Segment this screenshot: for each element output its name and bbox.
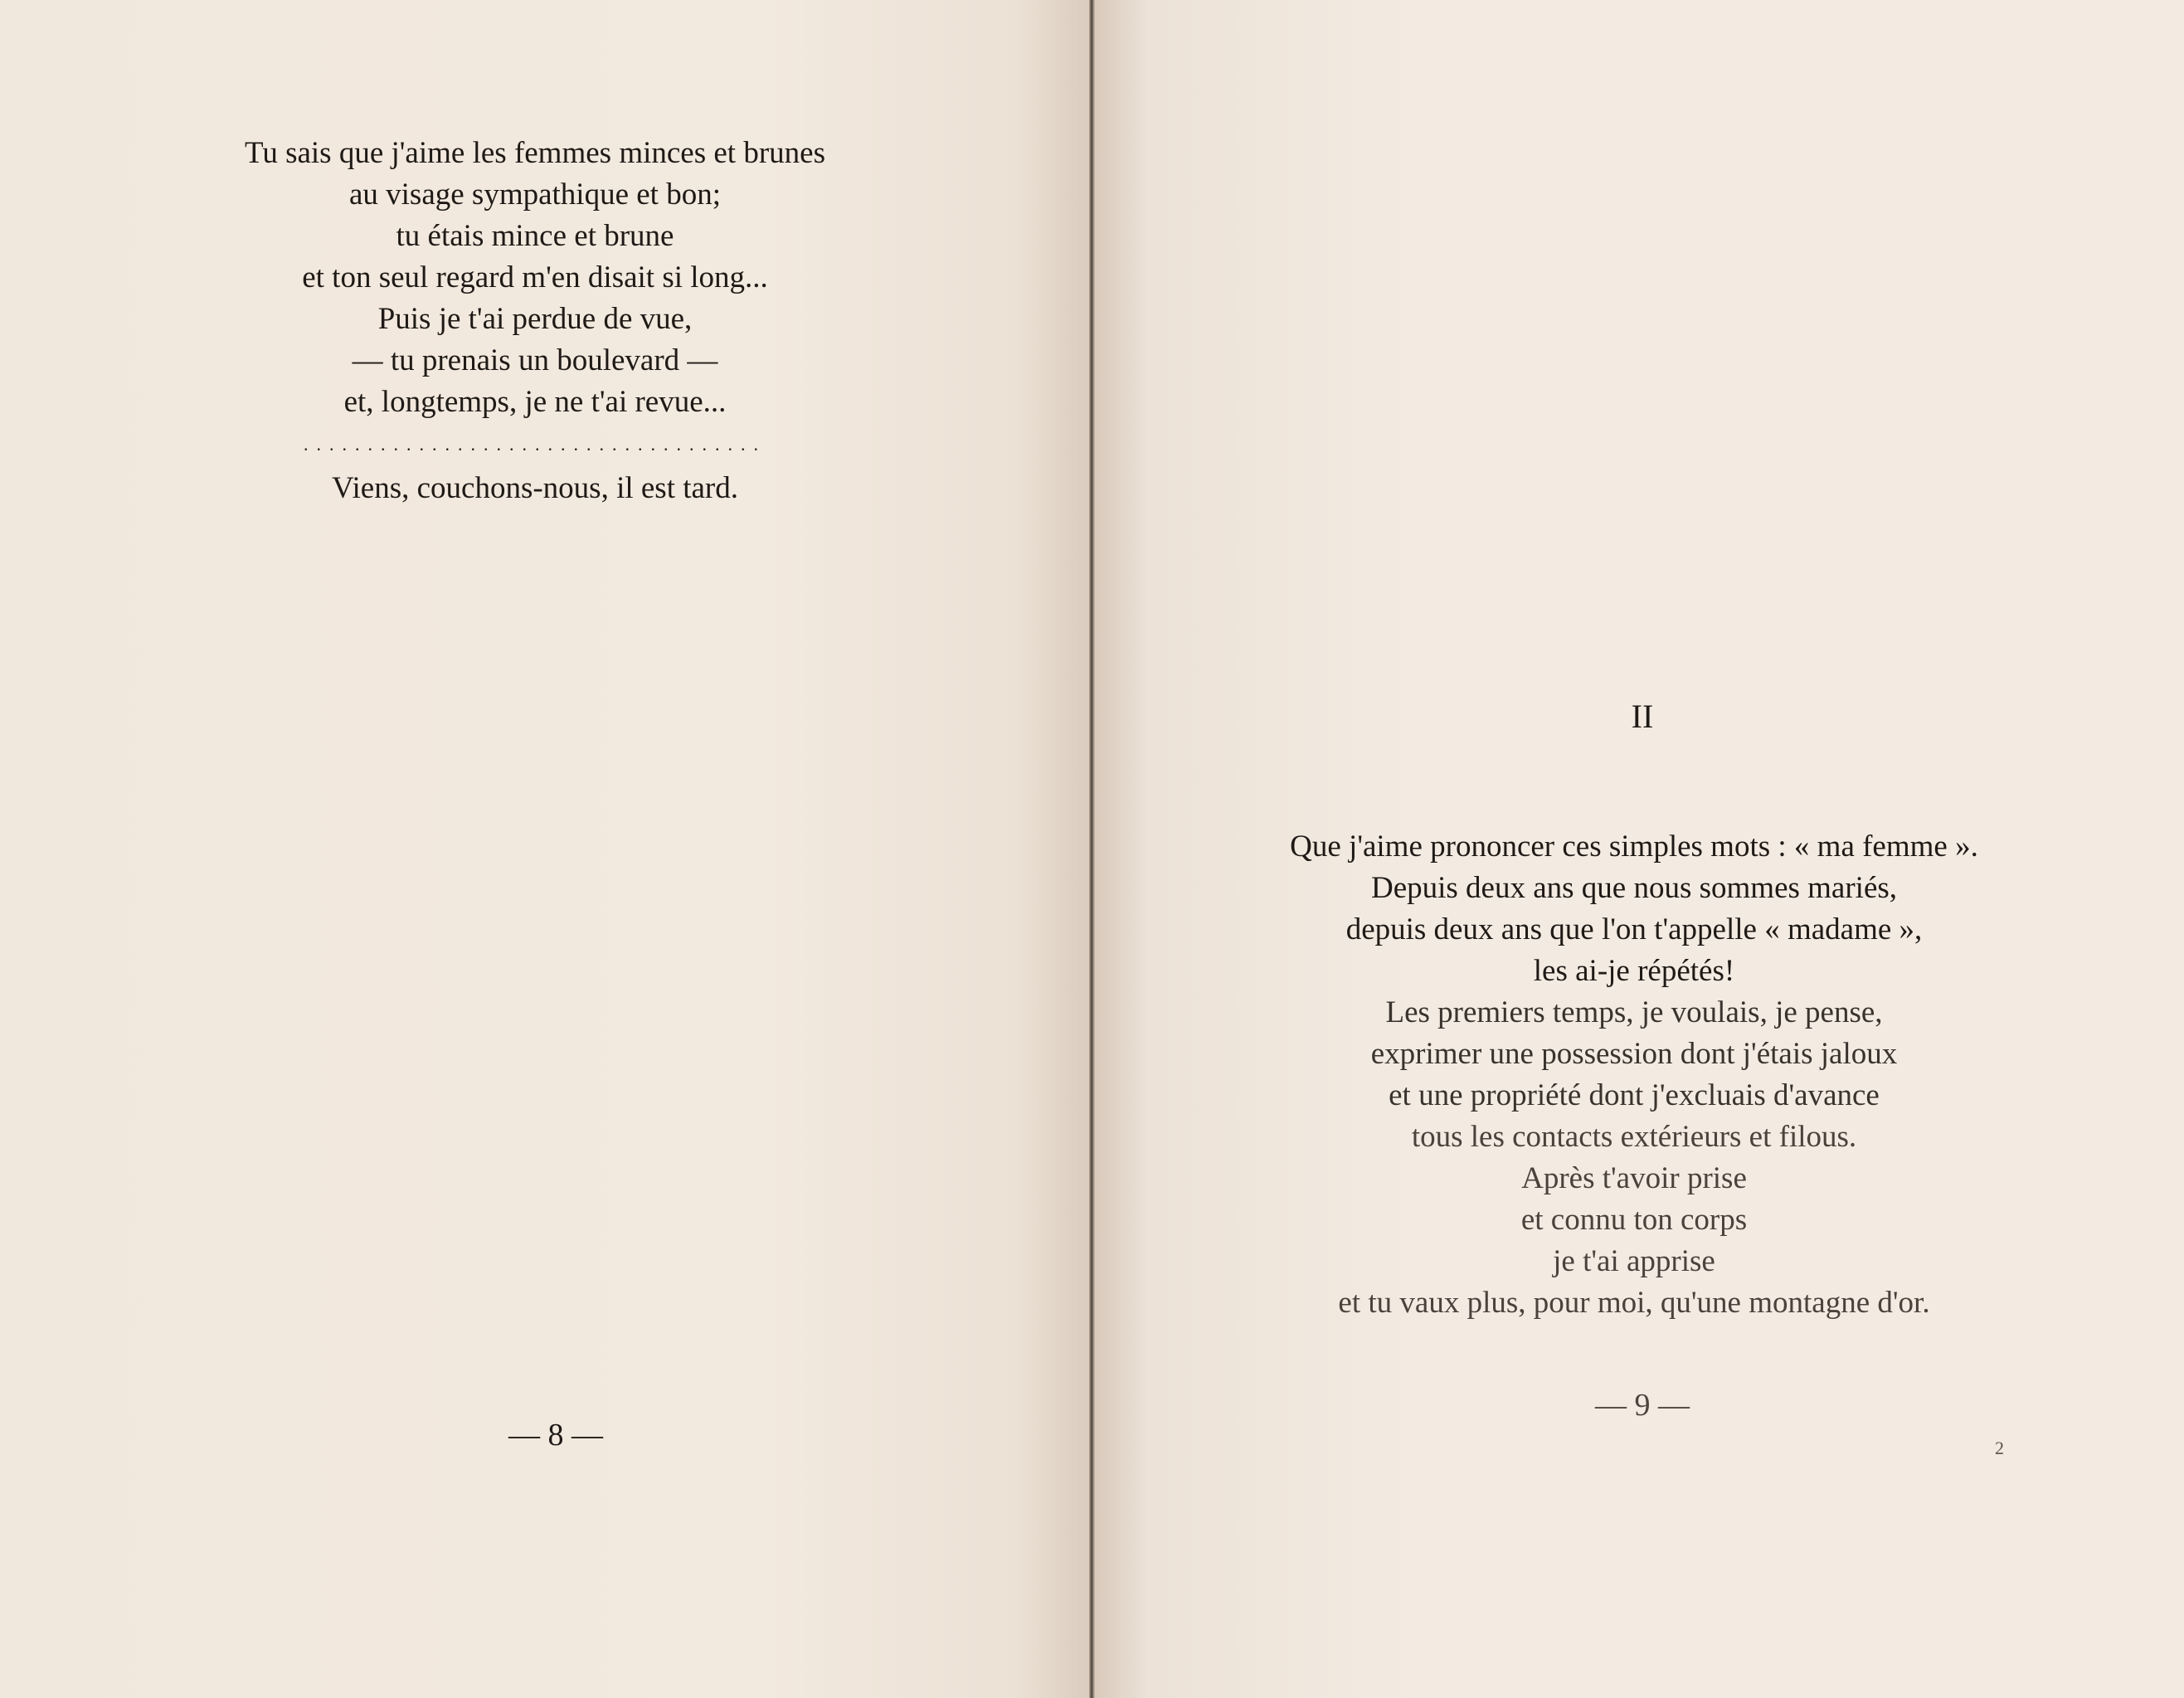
right-poem <box>1211 826 2057 1324</box>
poem-line: Puis je t'ai perdue de vue, <box>377 302 693 336</box>
closing-line: Viens, couchons-nous, il est tard. <box>332 471 738 505</box>
page-number-left: — 8 — <box>508 1418 603 1452</box>
page-number-right: — 9 — <box>1595 1388 1690 1423</box>
poem-line: exprimer une possession dont j'étais jaloux <box>1370 1037 1898 1071</box>
poem-line: les ai-je répétés! <box>1533 954 1735 988</box>
poem-line: tu étais mince et brune <box>396 219 674 253</box>
left-poem <box>174 133 896 509</box>
poem-line: et une propriété dont j'excluais d'avance <box>1389 1078 1880 1112</box>
poem-line: et tu vaux plus, pour moi, qu'une montagne d'or. <box>1338 1286 1930 1320</box>
poem-line: Que j'aime prononcer ces simples mots : « ma femme ». <box>1290 830 1978 864</box>
poem-line: tous les contacts extérieurs et filous. <box>1411 1120 1857 1154</box>
poem-line: et ton seul regard m'en disait si long... <box>302 260 768 294</box>
poem-line: Après t'avoir prise <box>1521 1161 1747 1195</box>
poem-line: au visage sympathique et bon; <box>348 178 721 212</box>
poem-line: Depuis deux ans que nous sommes mariés, <box>1370 871 1898 905</box>
dotted-separator: .................................... <box>304 434 766 455</box>
poem-line: Les premiers temps, je voulais, je pense, <box>1385 995 1883 1029</box>
poem-line: Tu sais que j'aime les femmes minces et brunes <box>245 136 825 170</box>
section-title: II <box>1631 698 1654 735</box>
signature-mark: 2 <box>1995 1438 2004 1458</box>
poem-line: et connu ton corps <box>1520 1203 1748 1237</box>
book-gutter <box>1089 0 1095 1698</box>
poem-line: — tu prenais un boulevard — <box>352 343 718 377</box>
poem-line: et, longtemps, je ne t'ai revue... <box>343 385 727 419</box>
poem-line: depuis deux ans que l'on t'appelle « madame », <box>1345 912 1923 946</box>
poem-line: je t'ai apprise <box>1553 1244 1715 1278</box>
